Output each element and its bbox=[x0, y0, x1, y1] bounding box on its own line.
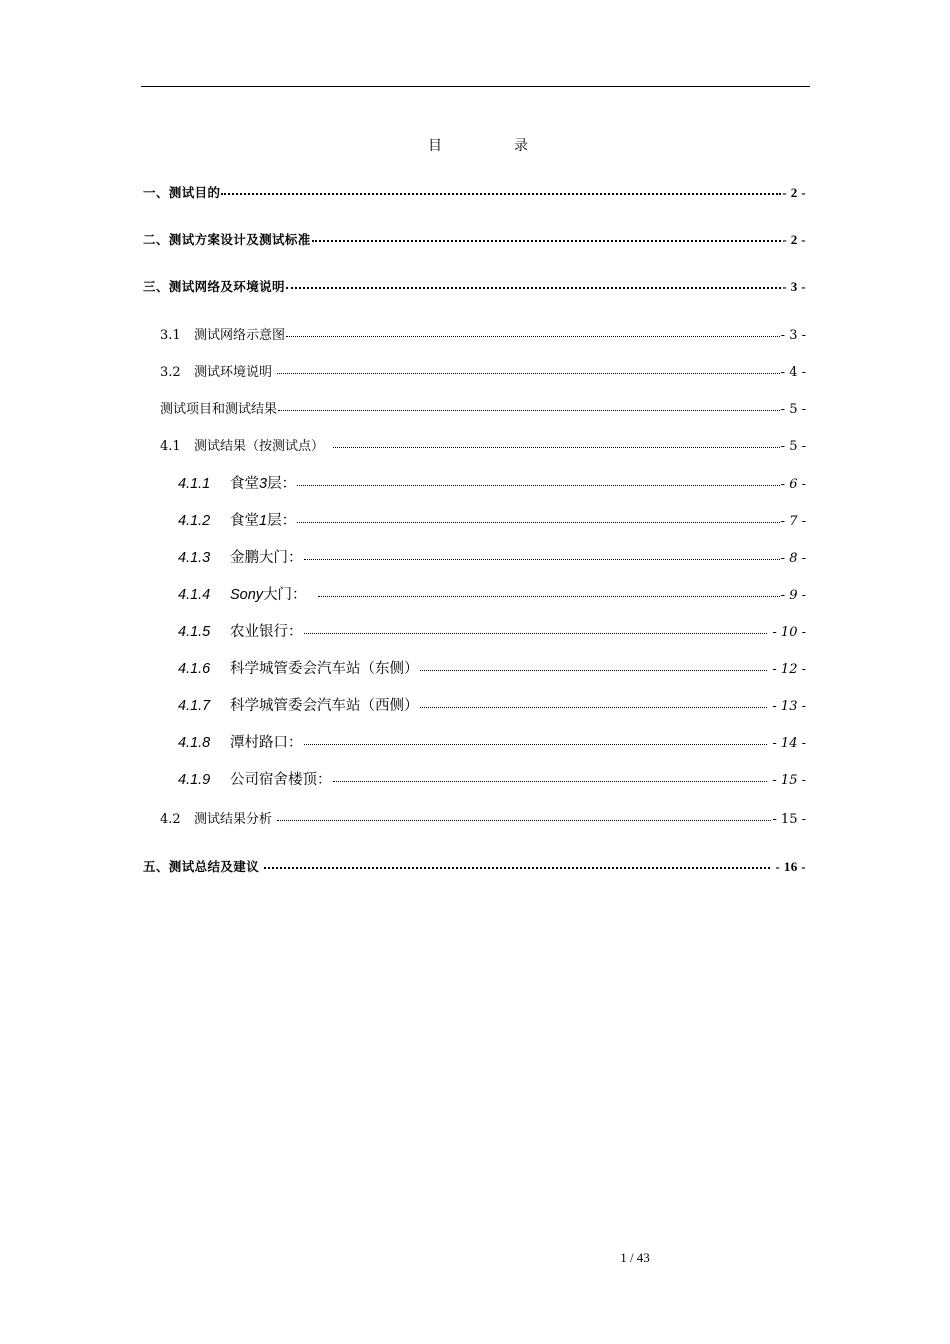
toc-entry-label bbox=[230, 509, 296, 530]
toc-entry-4-2[interactable] bbox=[160, 808, 806, 828]
toc-entry-number: 4.1.6 bbox=[178, 661, 211, 677]
toc-label-text: 大门： bbox=[263, 587, 307, 603]
toc-leader bbox=[277, 808, 771, 821]
toc-page-number: - 5 - bbox=[780, 439, 806, 454]
toc-entry-4-1-6[interactable] bbox=[178, 657, 806, 677]
toc-page-number: - 9 - bbox=[780, 588, 806, 603]
toc-label-text: 食堂 bbox=[230, 513, 259, 529]
toc-entry-5[interactable] bbox=[143, 857, 806, 877]
toc-label-text: 层： bbox=[267, 513, 297, 529]
toc-page-number: - 15 - bbox=[772, 773, 806, 788]
toc-entry-4-1-5[interactable] bbox=[178, 620, 806, 640]
toc-page-number: - 5 - bbox=[780, 402, 806, 417]
toc-leader bbox=[304, 732, 768, 745]
toc-entry-4-1-3[interactable] bbox=[178, 546, 806, 566]
toc-page-number: - 12 - bbox=[772, 662, 806, 677]
toc-leader bbox=[264, 855, 770, 869]
toc-leader bbox=[286, 324, 780, 337]
toc-page-number: - 3 - bbox=[782, 279, 806, 294]
toc-entry-label: 科学城管委会汽车站（西侧） bbox=[230, 698, 419, 714]
toc-entry-3-2[interactable] bbox=[160, 361, 806, 381]
toc-leader bbox=[297, 510, 780, 523]
toc-entry-number: 4.1.1 bbox=[178, 476, 211, 492]
toc-page-number: - 4 - bbox=[780, 365, 806, 380]
toc-entry-4-1-9[interactable] bbox=[178, 768, 806, 788]
toc-entry-3[interactable] bbox=[143, 277, 806, 297]
toc-label-number: 3 bbox=[259, 476, 268, 492]
toc-entry-number: 4.1.3 bbox=[178, 550, 211, 566]
toc-entry-label: 测试结果（按测试点） bbox=[194, 439, 325, 454]
toc-leader bbox=[278, 398, 780, 411]
toc-entry-4-1-2[interactable] bbox=[178, 509, 806, 529]
toc-page-number: - 10 - bbox=[772, 625, 806, 640]
toc-entry-label: 一、测试目的 bbox=[143, 185, 221, 200]
toc-entry-4-1-7[interactable] bbox=[178, 694, 806, 714]
toc-entry-label: 二、测试方案设计及测试标准 bbox=[143, 232, 311, 247]
toc-leader bbox=[318, 584, 780, 597]
toc-leader bbox=[297, 473, 780, 486]
toc-leader bbox=[221, 181, 781, 195]
toc-leader bbox=[304, 621, 768, 634]
page-indicator: 1 / 43 bbox=[620, 1250, 650, 1265]
toc-entry-1[interactable] bbox=[143, 183, 806, 203]
toc-page-number: - 2 - bbox=[782, 232, 806, 247]
toc-page-number: - 15 - bbox=[772, 812, 806, 827]
toc-label-text: 层： bbox=[267, 476, 297, 492]
toc-entry-label: 潭村路口： bbox=[230, 735, 303, 751]
toc-entry-number: 3.2 bbox=[160, 365, 181, 380]
toc-entry-label: 测试网络示意图 bbox=[194, 328, 286, 343]
toc-entry-number: 4.1.2 bbox=[178, 513, 211, 529]
toc-entry-4-1[interactable] bbox=[160, 435, 806, 455]
toc-entry-label: 测试环境说明 bbox=[194, 365, 273, 380]
toc-page-number: - 8 - bbox=[780, 551, 806, 566]
toc-page-number: - 13 - bbox=[772, 699, 806, 714]
toc-leader bbox=[304, 547, 780, 560]
toc-entry-4-1-4[interactable] bbox=[178, 583, 806, 603]
toc-entry-number: 4.1 bbox=[160, 439, 181, 454]
toc-entry-4[interactable] bbox=[160, 398, 806, 418]
toc-leader bbox=[333, 769, 768, 782]
toc-entry-number: 4.1.5 bbox=[178, 624, 211, 640]
toc-entry-label bbox=[230, 583, 307, 604]
toc-entry-4-1-8[interactable] bbox=[178, 731, 806, 751]
toc-page-number: - 2 - bbox=[782, 185, 806, 200]
toc-leader bbox=[420, 658, 768, 671]
toc-label-brand: Sony bbox=[230, 587, 264, 603]
toc-entry-label: 测试项目和测试结果 bbox=[160, 402, 278, 417]
toc-leader bbox=[277, 361, 780, 374]
toc-entry-label: 科学城管委会汽车站（东侧） bbox=[230, 661, 419, 677]
toc-entry-label: 金鹏大门： bbox=[230, 550, 303, 566]
toc-leader bbox=[312, 228, 782, 242]
toc-page-number: - 6 - bbox=[780, 477, 806, 492]
toc-entry-3-1[interactable] bbox=[160, 324, 806, 344]
toc-entry-number: 3.1 bbox=[160, 328, 181, 343]
toc-entry-label: 五、测试总结及建议 bbox=[143, 859, 260, 874]
toc-entry-label: 公司宿舍楼顶： bbox=[230, 772, 332, 788]
toc-leader bbox=[333, 435, 780, 448]
toc-page-number: - 3 - bbox=[780, 328, 806, 343]
toc-entry-label bbox=[230, 472, 296, 493]
toc-entry-2[interactable] bbox=[143, 230, 806, 250]
toc-label-text: 食堂 bbox=[230, 476, 259, 492]
toc-label-number: 1 bbox=[259, 513, 268, 529]
toc-entry-number: 4.1.4 bbox=[178, 587, 211, 603]
toc-entry-number: 4.1.7 bbox=[178, 698, 211, 714]
toc-page-number: - 14 - bbox=[772, 736, 806, 751]
toc-entry-number: 4.1.9 bbox=[178, 772, 211, 788]
toc-entry-label: 三、测试网络及环境说明 bbox=[143, 279, 285, 294]
toc-entry-label: 农业银行： bbox=[230, 624, 303, 640]
toc-entry-4-1-1[interactable] bbox=[178, 472, 806, 492]
toc-leader bbox=[420, 695, 768, 708]
toc-entry-number: 4.1.8 bbox=[178, 735, 211, 751]
toc-page-number: - 7 - bbox=[780, 514, 806, 529]
toc-entry-number: 4.2 bbox=[160, 812, 181, 827]
toc-page-number: - 16 - bbox=[775, 859, 806, 874]
header-rule bbox=[141, 86, 810, 87]
toc-entry-label: 测试结果分析 bbox=[194, 812, 273, 827]
toc-leader bbox=[286, 275, 781, 289]
toc-title-right: 录 bbox=[514, 138, 528, 154]
toc-title-left: 目 bbox=[428, 138, 442, 154]
toc-title bbox=[428, 135, 528, 155]
